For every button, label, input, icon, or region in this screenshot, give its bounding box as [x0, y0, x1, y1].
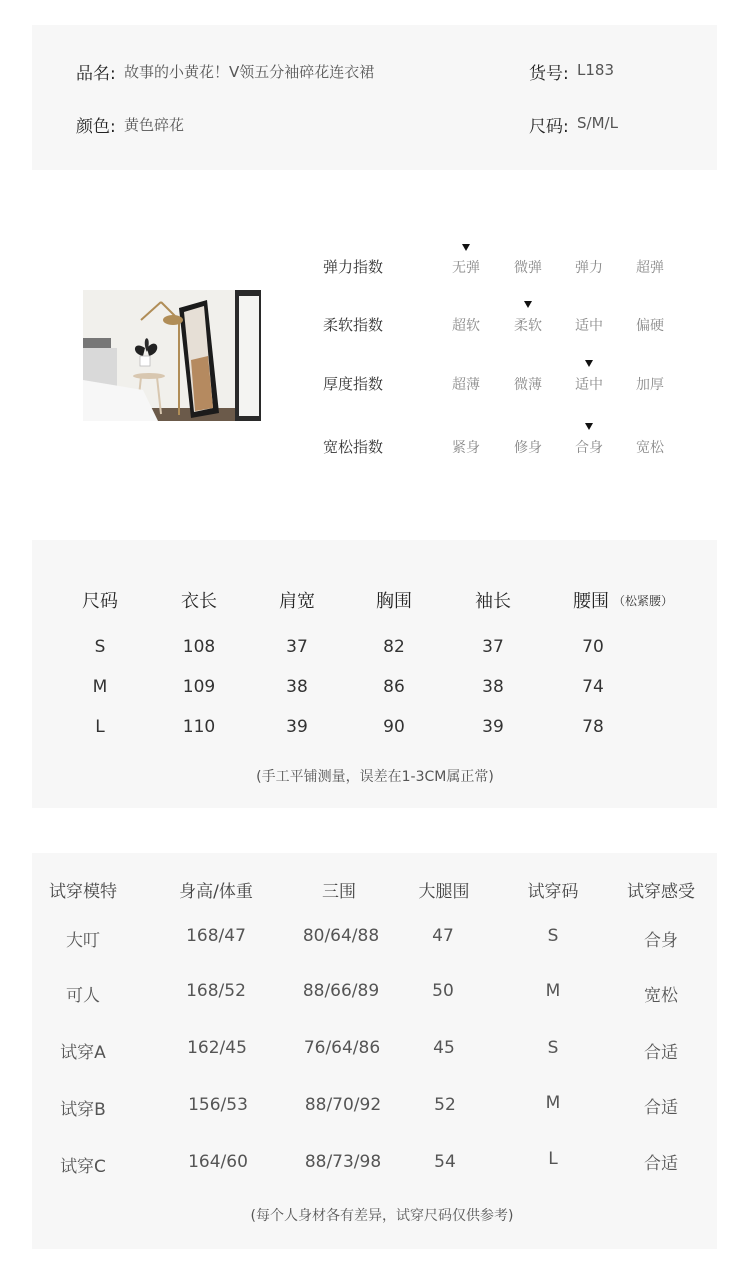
room-photo: [83, 290, 261, 421]
table-cell: 164/60: [188, 1152, 248, 1172]
shoulder-header: 肩宽: [279, 591, 315, 612]
product-name-value: 故事的小黄花！V领五分袖碎花连衣裙: [124, 63, 375, 81]
size-table-note: (手工平铺测量，误差在1-3CM属正常): [256, 769, 494, 785]
table-cell: 合适: [644, 1043, 678, 1063]
thickness-option: 加厚: [636, 377, 664, 393]
table-cell: 109: [182, 677, 216, 697]
elasticity-option: 弹力: [575, 260, 603, 276]
table-cell: 88/66/89: [302, 981, 380, 1001]
softness-option: 超软: [452, 318, 480, 334]
table-cell: 108: [182, 637, 216, 657]
sku-value: L183: [577, 61, 614, 79]
table-cell: 合适: [644, 1098, 678, 1118]
try-size-header: 试穿码: [527, 882, 579, 902]
softness-index-label: 柔软指数: [323, 316, 384, 334]
table-cell: 38: [286, 677, 308, 697]
table-cell: 70: [582, 637, 604, 657]
table-cell: 162/45: [187, 1038, 247, 1058]
feeling-header: 试穿感受: [627, 882, 695, 902]
table-cell: 52: [434, 1095, 456, 1115]
table-cell: 试穿B: [60, 1100, 106, 1120]
table-cell: 39: [482, 717, 504, 737]
table-cell: 88/73/98: [304, 1152, 382, 1172]
bust-header: 胸围: [376, 591, 412, 612]
table-cell: 39: [286, 717, 308, 737]
elasticity-index-label: 弹力指数: [323, 258, 384, 276]
sleeve-header: 袖长: [475, 591, 511, 612]
table-cell: M: [545, 981, 561, 1001]
table-cell: 156/53: [188, 1095, 248, 1115]
table-cell: 78: [582, 717, 604, 737]
table-cell: 110: [182, 717, 216, 737]
size-value: S/M/L: [577, 114, 618, 132]
table-cell: 可人: [66, 986, 100, 1006]
table-cell: M: [92, 677, 108, 697]
waist-header: 腰围: [573, 591, 609, 612]
table-cell: 80/64/88: [302, 926, 380, 946]
thickness-selected-marker: [585, 360, 593, 367]
table-cell: 37: [482, 637, 504, 657]
table-cell: 90: [383, 717, 405, 737]
table-cell: 74: [582, 677, 604, 697]
table-cell: L: [548, 1149, 558, 1169]
table-cell: 50: [432, 981, 454, 1001]
table-cell: 宽松: [644, 986, 678, 1006]
table-cell: 168/52: [186, 981, 246, 1001]
length-header: 衣长: [181, 591, 217, 612]
table-cell: S: [94, 637, 106, 657]
try-on-table-panel: [32, 853, 717, 1249]
elasticity-option: 超弹: [636, 260, 664, 276]
try-on-table-note: (每个人身材各有差异，试穿尺码仅供参考): [250, 1208, 514, 1224]
fit-option: 修身: [514, 440, 542, 456]
table-cell: 38: [482, 677, 504, 697]
thickness-index-label: 厚度指数: [323, 375, 384, 393]
elasticity-option: 微弹: [514, 260, 542, 276]
thickness-option: 微薄: [514, 377, 542, 393]
fit-option: 宽松: [636, 440, 664, 456]
elasticity-option: 无弹: [452, 260, 480, 276]
softness-option: 偏硬: [636, 318, 664, 334]
size-header: 尺码: [82, 591, 118, 612]
thickness-option: 超薄: [452, 377, 480, 393]
product-info-panel: [32, 25, 717, 170]
softness-option: 柔软: [514, 318, 542, 334]
table-cell: 76/64/86: [303, 1038, 381, 1058]
height-weight-header: 身高/体重: [179, 882, 253, 902]
thigh-header: 大腿围: [418, 882, 470, 902]
waist-header-note: （松紧腰）: [613, 594, 674, 608]
size-table-panel: [32, 540, 717, 808]
table-cell: 88/70/92: [304, 1095, 382, 1115]
table-cell: 86: [383, 677, 405, 697]
table-cell: 试穿A: [60, 1043, 106, 1063]
table-cell: 试穿C: [60, 1157, 106, 1177]
softness-option: 适中: [575, 318, 603, 334]
table-cell: 大叮: [66, 931, 100, 951]
table-cell: 37: [286, 637, 308, 657]
fit-option: 紧身: [452, 440, 480, 456]
table-cell: 合适: [644, 1154, 678, 1174]
table-cell: S: [547, 926, 559, 946]
table-cell: S: [547, 1038, 559, 1058]
table-cell: 82: [383, 637, 405, 657]
color-label: 颜色:: [76, 117, 116, 137]
sku-label: 货号:: [529, 64, 569, 84]
product-name-label: 品名:: [76, 64, 116, 84]
thickness-option: 适中: [575, 377, 603, 393]
table-cell: M: [545, 1093, 561, 1113]
table-cell: 合身: [644, 931, 678, 951]
size-label: 尺码:: [529, 117, 569, 137]
fit-index-label: 宽松指数: [323, 438, 384, 456]
model-header: 试穿模特: [49, 882, 117, 902]
color-value: 黄色碎花: [124, 116, 185, 134]
table-cell: 47: [432, 926, 454, 946]
table-cell: 54: [434, 1152, 456, 1172]
elasticity-selected-marker: [462, 244, 470, 251]
fit-option: 合身: [575, 440, 603, 456]
table-cell: 45: [433, 1038, 455, 1058]
fit-selected-marker: [585, 423, 593, 430]
softness-selected-marker: [524, 301, 532, 308]
measurements-header: 三围: [322, 882, 356, 902]
table-cell: L: [95, 717, 105, 737]
table-cell: 168/47: [186, 926, 246, 946]
